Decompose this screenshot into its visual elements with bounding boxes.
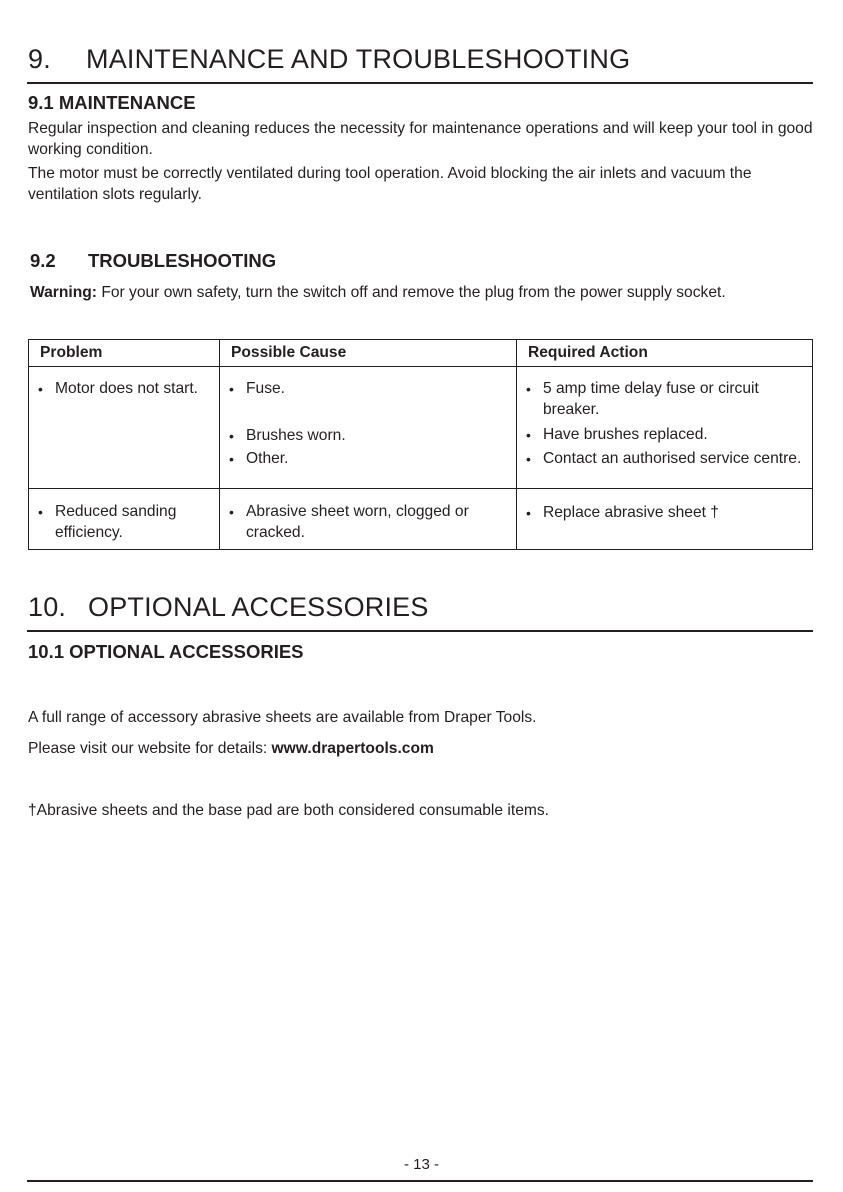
action-item (526, 449, 806, 470)
accessories-paragraph-1: A full range of accessory abrasive sheets are available from Draper Tools. (28, 709, 537, 726)
problem-text: Reduced sanding efficiency. (55, 503, 177, 541)
section-10-title-text: OPTIONAL ACCESSORIES (88, 592, 429, 622)
bullet-icon: • (526, 505, 531, 521)
consumables-footnote: †Abrasive sheets and the base pad are both considered consumable items. (28, 802, 549, 819)
problem-item (38, 379, 213, 400)
section-9-title-text: MAINTENANCE AND TROUBLESHOOTING (86, 44, 631, 74)
bullet-icon: • (229, 381, 234, 397)
troubleshooting-heading-title: TROUBLESHOOTING (88, 250, 277, 271)
accessories-paragraph-2 (28, 738, 788, 759)
action-text: 5 amp time delay fuse or circuit breaker. (543, 380, 759, 418)
troubleshooting-table (28, 339, 813, 550)
bullet-icon: • (229, 504, 234, 520)
page-number: - 13 - (403, 1156, 439, 1173)
table-header-problem: Problem (29, 340, 220, 367)
cause-item (229, 502, 510, 543)
table-row (29, 489, 813, 550)
action-item (526, 425, 806, 446)
troubleshooting-heading (30, 250, 276, 272)
problem-text: Motor does not start. (55, 380, 199, 397)
cause-item (229, 449, 510, 470)
section-10-number: 10. (28, 592, 67, 622)
warning-text: For your own safety, turn the switch off and remove the plug from the power supply socket. (96, 284, 726, 301)
maintenance-paragraph-2: The motor must be correctly ventilated during tool operation. Avoid blocking the air inlets and vacuum the ventilation slots regularly. (28, 165, 752, 203)
maintenance-heading: 9.1 MAINTENANCE (28, 92, 196, 113)
cause-text: Other. (246, 450, 289, 467)
cause-text: Brushes worn. (246, 426, 346, 444)
bullet-icon: • (38, 504, 43, 520)
accessories-heading: 10.1 OPTIONAL ACCESSORIES (28, 641, 304, 662)
table-row (29, 367, 813, 489)
action-text: Replace abrasive sheet † (543, 504, 719, 521)
table-header-action: Required Action (517, 340, 813, 367)
troubleshooting-warning (30, 280, 730, 305)
maintenance-paragraph-1: Regular inspection and cleaning reduces the necessity for maintenance operations and will keep your tool in good working condition. (28, 120, 813, 158)
bullet-icon: • (526, 427, 531, 443)
cause-text: Fuse. (246, 380, 285, 397)
table-header-cause: Possible Cause (220, 340, 517, 367)
cause-text: Abrasive sheet worn, clogged or cracked. (246, 503, 469, 541)
bullet-icon: • (229, 427, 234, 444)
troubleshooting-heading-number: 9.2 (30, 250, 56, 271)
bullet-icon: • (38, 381, 43, 397)
accessories-paragraph-2-text: Please visit our website for details: (28, 740, 272, 757)
table-header-row (29, 340, 813, 367)
footer-rule (27, 1180, 813, 1182)
bullet-icon: • (229, 451, 234, 467)
bullet-icon: • (526, 450, 531, 467)
section-9-title (28, 44, 630, 75)
action-text: Have brushes replaced. (543, 426, 708, 443)
section-9-number: 9. (28, 44, 51, 74)
section-9-rule (27, 82, 813, 84)
problem-item (38, 502, 213, 543)
action-item (526, 503, 806, 524)
warning-label: Warning: (30, 284, 97, 301)
bullet-icon: • (526, 381, 531, 397)
cause-item (229, 426, 510, 447)
cause-item (229, 379, 510, 400)
action-text: Contact an authorised service centre. (543, 449, 802, 467)
section-10-title (28, 592, 429, 623)
section-10-rule (27, 630, 813, 632)
website-link[interactable]: www.drapertools.com (271, 740, 434, 757)
action-item (526, 379, 806, 420)
